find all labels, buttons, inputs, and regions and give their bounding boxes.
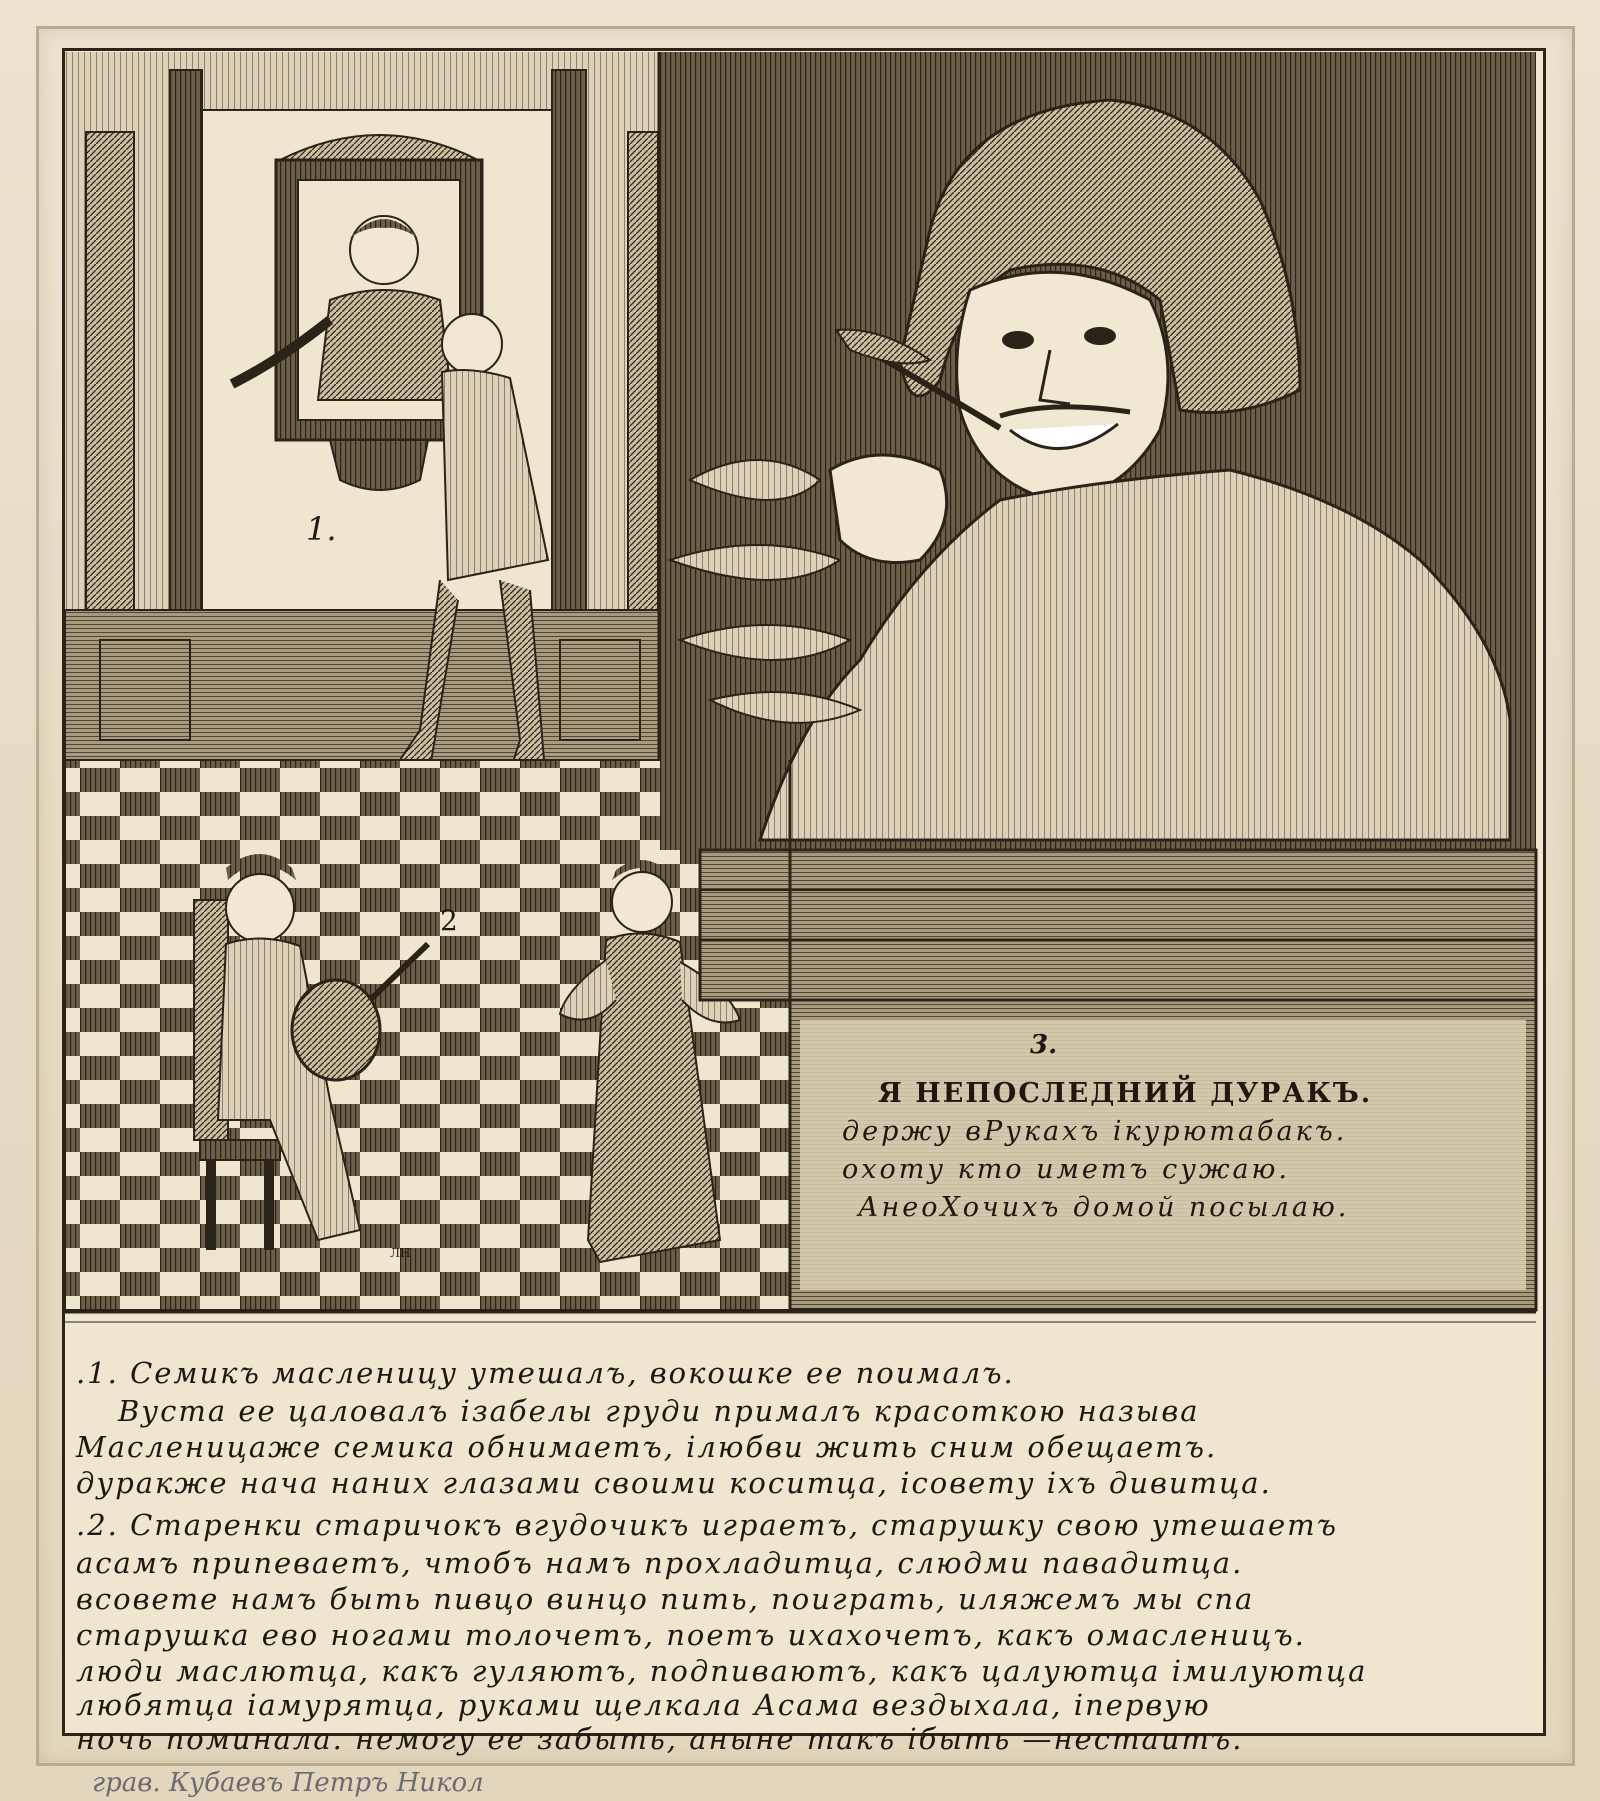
window-scene-mark: 1. <box>306 510 337 548</box>
verse-line: дуракже нача наних глазами своими коситца, ісовету іхъ дивитца. <box>76 1466 1272 1500</box>
panel-caption-number: 3. <box>1030 1030 1058 1060</box>
verse-line: Масленицаже семика обнимаетъ, ілюбви жить сним обещаетъ. <box>76 1430 1218 1464</box>
verse-line: старушка ево ногами толочетъ, поетъ ихахочетъ, какъ омасленицъ. <box>76 1618 1306 1652</box>
music-scene-mark: 2 <box>440 904 458 937</box>
handwritten-note: грав. Кубаевъ Петръ Никол <box>92 1768 484 1798</box>
verse-line: Вуста ее цаловалъ ізабелы груди прималъ красоткою называ <box>118 1394 1200 1428</box>
fool-portrait <box>660 52 1536 850</box>
verse-line: .1. Семикъ масленицу утешалъ, вокошке ее поималъ. <box>76 1356 1015 1390</box>
panel-caption-line: Я НЕПОСЛЕДНИЙ ДУРАКЪ. <box>878 1078 1373 1109</box>
engraver-monogram: ЛН <box>390 1246 411 1260</box>
window-scene <box>65 52 659 772</box>
verse-line: всовете намъ быть пивцо винцо пить, поиграть, иляжемъ мы спа <box>76 1582 1255 1616</box>
verse-line: люди маслютца, какъ гуляютъ, подпиваютъ, какъ цалуютца імилуютца <box>76 1654 1368 1688</box>
panel-caption-line: охоту кто иметъ сужаю. <box>842 1154 1291 1185</box>
panel-caption-line: держу вРукахъ ікурютабакъ. <box>842 1116 1348 1147</box>
verse-line: асамъ припеваетъ, чтобъ намъ прохладитца, слюдми павадитца. <box>76 1546 1244 1580</box>
verse-line: .2. Старенки старичокъ вгудочикъ играетъ, старушку свою утешаетъ <box>76 1508 1338 1542</box>
verse-line: любятца іамурятца, руками щелкала Асама вездыхала, іпервую <box>76 1688 1211 1722</box>
verse-line: ночь поминала. немогу ее забыть, аныне такъ ібыть —нестаитъ. <box>76 1722 1244 1756</box>
panel-caption-line: АнеоХочихъ домой посылаю. <box>858 1192 1350 1223</box>
